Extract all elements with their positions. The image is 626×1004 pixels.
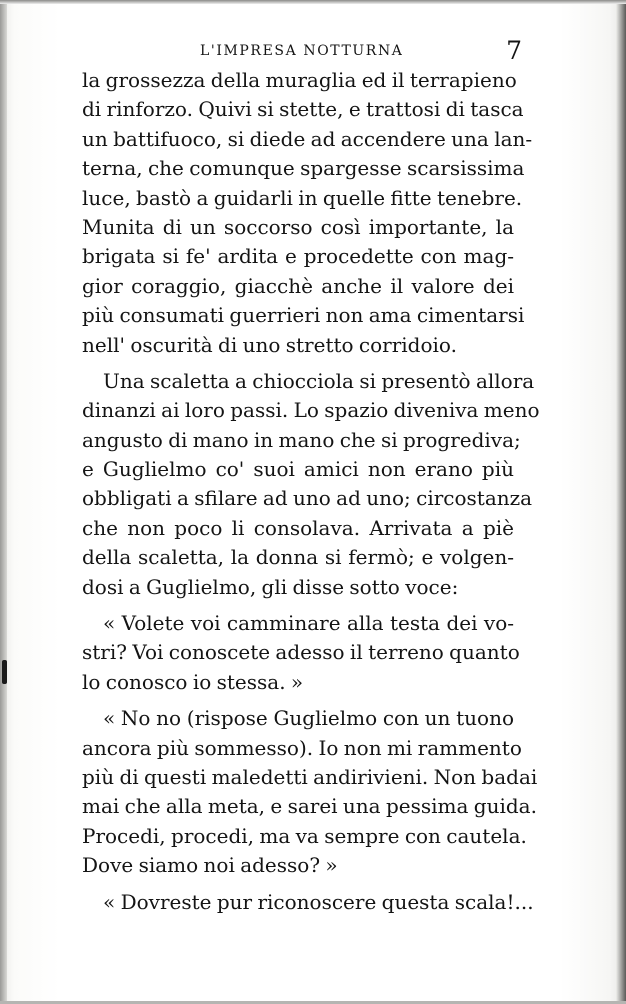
text-line: « No no (rispose Guglielmo con un tuono	[103, 706, 514, 731]
text-line: « Volete voi camminare alla testa dei vo-	[103, 611, 514, 636]
paragraph-gap	[82, 881, 514, 888]
page-number: 7	[506, 36, 522, 65]
text-line: dosi a Guglielmo, gli disse sotto voce:	[82, 574, 459, 599]
text-line: gior coraggio, giacchè anche il valore dei	[82, 273, 514, 298]
text-line: la grossezza della muraglia ed il terrapieno	[82, 68, 517, 92]
text-line: brigata si fe' ardita e procedette con mag-	[82, 244, 514, 269]
running-head-title: L'IMPRESA NOTTURNA	[200, 43, 404, 59]
text-line: mai che alla meta, e sarei una pessima guida.	[82, 794, 537, 819]
text-line: « Dovreste pur riconoscere questa scala!...	[103, 889, 534, 914]
page-top-edge	[0, 0, 626, 4]
text-line: di rinforzo. Quivi si stette, e trattosi di tasca	[82, 97, 524, 122]
paragraph-gap	[82, 602, 514, 609]
gutter-mark	[2, 660, 7, 684]
text-line: e Guglielmo co' suoi amici non erano più	[82, 457, 514, 482]
text-line: angusto di mano in mano che si progrediva;	[82, 427, 521, 452]
text-line: luce, bastò a guidarli in quelle fitte tenebre.	[82, 185, 523, 210]
text-line: Una scaletta a chiocciola si presentò allora	[103, 368, 535, 393]
body-text	[82, 66, 540, 917]
page-right-edge	[616, 0, 626, 1004]
text-line: che non poco li consolava. Arrivata a piè	[82, 515, 514, 540]
text-line: lo conosco io stessa. »	[82, 669, 304, 694]
text-line: nell' oscurità di uno stretto corridoio.	[82, 332, 457, 357]
text-line: dinanzi ai loro passi. Lo spazio diveniva meno	[82, 398, 540, 423]
text-line: obbligati a sfilare ad uno ad uno; circostanza	[82, 486, 533, 511]
text-line: un battifuoco, si diede ad accendere una lan-	[82, 126, 533, 151]
paragraph-gap	[82, 697, 514, 704]
text-line: Dove siamo noi adesso? »	[82, 853, 338, 878]
page-left-edge	[0, 0, 7, 1004]
text-line: più di questi maledetti andirivieni. Non badai	[82, 764, 538, 789]
text-line: della scaletta, la donna si fermò; e volgen-	[82, 545, 514, 570]
paragraph-gap	[82, 360, 514, 367]
text-line: stri? Voi conoscete adesso il terreno quanto	[82, 640, 520, 665]
text-line: Munita di un soccorso così importante, la	[82, 214, 514, 239]
text-line: Procedi, procedi, ma va sempre con cautela.	[82, 823, 527, 848]
text-line: terna, che comunque spargesse scarsissima	[82, 156, 525, 181]
text-line: ancora più sommesso). Io non mi rammento	[82, 735, 522, 760]
text-line: più consumati guerrieri non ama cimentarsi	[82, 303, 525, 328]
